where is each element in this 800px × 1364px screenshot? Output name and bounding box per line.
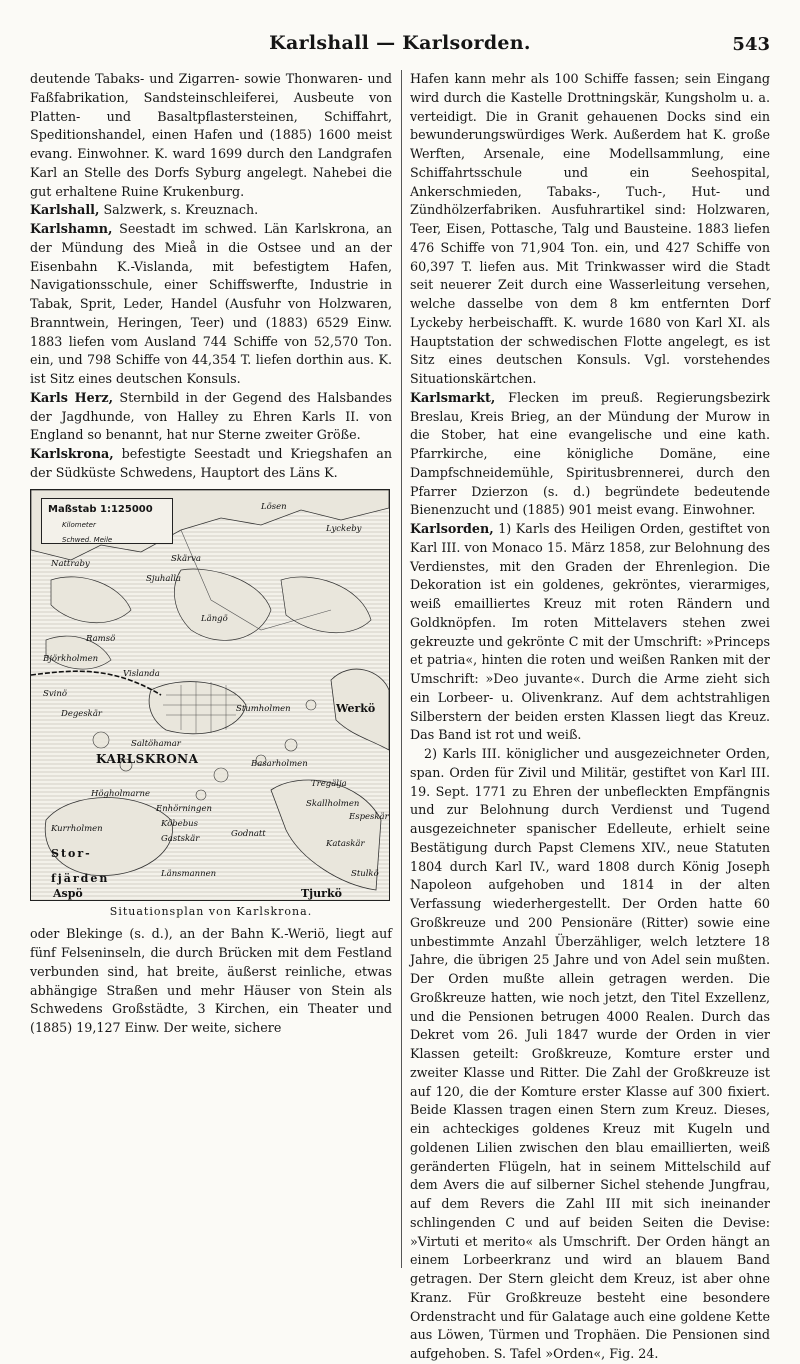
page-header (0, 32, 800, 66)
map-label: Kataskär (326, 838, 365, 849)
map-label: Sjuhalla (146, 573, 181, 584)
headword-karls-herz: Karls Herz, (30, 389, 114, 405)
headword-karlshamn: Karlshamn, (30, 221, 113, 236)
page-number: 543 (732, 34, 770, 55)
map-label: Svinö (43, 688, 67, 699)
right-column (410, 70, 770, 1364)
map-figure (30, 489, 392, 922)
map-label: Nattraby (51, 558, 90, 569)
entry-text: Sternbild in der Gegend des Halsbandes der Jagdhunde, von Halley zu Ehren Karls II. von England so benannt, hat nur Sterne zweiter Größe. (30, 389, 393, 443)
map-label: Vislanda (123, 668, 160, 679)
map-label: Saltöhamar (131, 738, 181, 749)
left-column (30, 70, 392, 1038)
entry-text: Seestadt im schwed. Län Karlskrona, an der Mündung des Mieå in die Ostsee und an der Eisenbahn K.-Vislanda, mit befestigtem Hafen, Navigationsschule, einer Schiffswerfte, Industrie in Tabak, Sprit, Leder, Handel (Ausfuhr von Holzwaren, Branntwein, Heringen, Teer) und (1883) 6529 Einw. 1883 liefen vom Ausland 744 Schiffe von 52,570 Ton. ein, und 798 Schiffe von 44,354 T. liefen dorthin aus. K. ist Sitz eines deutschen Konsuls. (30, 221, 392, 386)
map-label-sea: Stor- (51, 846, 92, 860)
map-label: Längö (201, 613, 228, 624)
entry-karlskrona-end: Hafen kann mehr als 100 Schiffe fassen; sein Eingang wird durch die Kastelle Drottningskär, Kungsholm u. a. verteidigt. Die in Granit gehauenen Docks sind ein bewunderungswürdiges Werk. Außerdem hat K. große Werften, Arsenale, eine Modellsammlung, eine Schiffahrtsschule und ein Seehospital, Ankerschmieden, Tabaks-, Tuch-, Hut- und Zündhölzerfabriken. Ausfuhrartikel sind: Holzwaren, Teer, Eisen, Pottasche, Talg und Bausteine. 1883 liefen 476 Schiffe von 71,904 Ton. ein, und 427 Schiffe von 60,397 T. liefen aus. Mit Trinkwasser wird die Stadt seit neuerer Zeit durch eine Wasserleitung versehen, welche dasselbe von dem 8 km entfernten Dorf Lyckeby herbeischafft. K. wurde 1680 von Karl XI. als Hauptstation der schwedischen Flotte angelegt, es ist Sitz eines deutschen Konsuls. Vgl. vorstehendes Situationskärtchen. (410, 71, 770, 386)
entry-text: 1) Karls des Heiligen Orden, gestiftet von Karl III. von Monaco 15. März 1858, zur Belohnung des Verdienstes, mit den Graden der Ehrenlegion. Die Dekoration ist ein goldenes, gekröntes, vierarmiges, weiß emailliertes Kreuz mit roten Rändern und Goldknöpfen. Im roten Mittelavers stehen zwei gekreuzte und gekrönte C mit der Umschrift: »Princeps et patria«, hinten die roten und weißen Ranken mit der Umschrift: »Deo juvante«. Durch die Arme zieht sich ein Lorbeer- u. Olivenkranz. Auf dem achtstrahligen Silberstern der beiden ersten Klassen liegt das Kreuz. Das Band ist rot und weiß. (410, 521, 770, 743)
map-label: Degeskär (61, 708, 102, 719)
entry-karlshall (30, 201, 392, 220)
entry-karlshamn (30, 220, 392, 389)
paragraph-continuation: deutende Tabaks- und Zigarren- sowie Thonwaren- und Faßfabrikation, Sandsteinschleiferei, Ausbeute von Platten- und Basaltpflastersteinen, Schiffahrt, Speditionshandel, einen Hafen und (1885) 1600 meist evang. Einwohner. K. ward 1699 durch den Landgrafen Karl an Stelle des Dorfs Syburg angelegt. Nahebei die gut erhaltene Ruine Krukenburg. (30, 71, 392, 199)
map-label: Högholmarne (91, 788, 150, 799)
map-label: Aspö (53, 886, 83, 900)
map-label: Godnatt (231, 828, 266, 839)
map-label: Länsmannen (161, 868, 217, 879)
column-divider (401, 70, 402, 1268)
map-label: Gastskär (161, 833, 200, 844)
entry-text: befestigte Seestadt und Kriegshafen an der Südküste Schwedens, Hauptort des Läns K. (30, 446, 392, 480)
entry-text: Flecken im preuß. Regierungsbezirk Breslau, Kreis Brieg, an der Mündung der Murow in die Stober, hat eine evangelische und eine kath. Pfarrkirche, eine königliche Domäne, eine Dampfschneidemühle, Spiritusbrennerei, durch den Pfarrer Dzierzon (s. d.) begründete bedeutende Bienenzucht und (1885) 901 meist evang. Einwohner. (410, 389, 770, 518)
entry-karls-herz (30, 389, 392, 445)
map-caption: Situationsplan von Karlskrona. (109, 904, 313, 918)
map-label: Basarholmen (251, 758, 308, 769)
map-label-sea: fjärden (51, 871, 110, 885)
scale-km-label: Kilometer (62, 520, 96, 529)
running-title: Karlshall — Karlsorden. (269, 32, 531, 54)
map-label: Skallholmen (306, 798, 360, 809)
scale-title: Maßstab 1:125000 (48, 503, 153, 515)
map-label: Björkholmen (43, 653, 99, 664)
headword-karlsorden: Karlsorden, (410, 521, 494, 536)
entry-karlskrona-continued: oder Blekinge (s. d.), an der Bahn K.-Weriö, liegt auf fünf Felseninseln, die durch Brücken mit dem Festland verbunden sind, hat breite, äußerst reinliche, etwas abhängige Straßen und mehr Häuser von Stein als Schwedens Großstädte, 3 Kirchen, ein Theater und (1885) 19,127 Einw. Der weite, sichere (30, 926, 392, 1035)
map-label: Stulkö (351, 868, 379, 879)
entry-karlskrona (30, 445, 392, 483)
situation-map (30, 489, 390, 901)
map-label: Köbebus (161, 818, 198, 829)
entry-karlsmarkt (410, 389, 770, 520)
map-label-city: KARLSKRONA (96, 751, 199, 766)
map-label: Kurrholmen (51, 823, 103, 834)
map-label: Tregälja (311, 778, 347, 789)
entry-karlsorden-2: 2) Karls III. königlicher und ausgezeichneter Orden, span. Orden für Zivil und Militär, gestiftet von Karl III. 19. Sept. 1771 zu Ehren der unbefleckten Empfängnis und zur Belohnung durch Verdienst und Tugend ausgezeichneter spanischer Edelleute, erhielt seine Bestätigung durch Papst Clemens XIV., neue Statuten 1804 durch Karl IV., ward 1808 durch König Joseph Napoleon aufgehoben und 1814 in der alten Verfassung wiederhergestellt. Der Orden hatte 60 Großkreuze und 200 Pensionäre (Ritter) sowie eine unbestimmte Anzahl Überzähliger, welch letztere 18 Jahre, die übrigen 25 Jahre und von Adel sein mußten. Der Orden mußte allein getragen werden. Die Großkreuze hatten, wie noch jetzt, den Titel Exzellenz, und die Pensionen betrugen 4000 Realen. Durch das Dekret vom 26. Juli 1847 wurde der Orden in vier Klassen geteilt: Großkreuze, Komture erster und zweiter Klasse und Ritter. Die Zahl der Großkreuze ist auf 120, die der Komture erster Klasse auf 300 fixiert. Beide Klassen tragen einen Stern zum Kreuz. Dieses, ein achteckiges goldenes Kreuz mit Kugeln und goldenen Lilien zwischen den blau emaillierten, weiß geränderten Flügeln, hat in seinem Mittelschild auf dem Avers die auf silberner Sichel stehende Jungfrau, auf dem Revers die Zahl III mit sich ineinander schlingenden C und auf beiden Seiten die Devise: »Virtuti et merito« als Umschrift. Der Orden hängt an einem Lorbeerkranz und wird an blauem Band getragen. Der Stern gleicht dem Kreuz, ist aber ohne Kranz. Für Großkreuze besteht eine besondere Ordenstracht und für Galatage auch eine goldene Kette aus Löwen, Türmen und Trophäen. Die Pensionen sind aufgehoben. S. Tafel »Orden«, Fig. 24. (410, 746, 770, 1361)
headword-karlskrona: Karlskrona, (30, 446, 114, 461)
headword-karlsmarkt: Karlsmarkt, (410, 389, 496, 405)
map-label: Lösen (261, 501, 287, 512)
map-label: Enhörningen (156, 803, 212, 814)
entry-karlsorden (410, 520, 770, 745)
map-label: Lyckeby (326, 523, 362, 534)
map-label: Espeskär (349, 811, 389, 822)
entry-text: Salzwerk, s. Kreuznach. (99, 202, 259, 218)
map-label: Ramsö (86, 633, 116, 644)
headword-karlshall: Karlshall, (30, 202, 100, 218)
map-label: Skärva (171, 553, 201, 564)
map-label: Tjurkö (301, 886, 342, 900)
scale-mile-label: Schwed. Meile (62, 535, 113, 544)
map-label: Werkö (336, 701, 376, 715)
map-scale (41, 498, 173, 544)
map-label: Stumholmen (236, 703, 291, 714)
